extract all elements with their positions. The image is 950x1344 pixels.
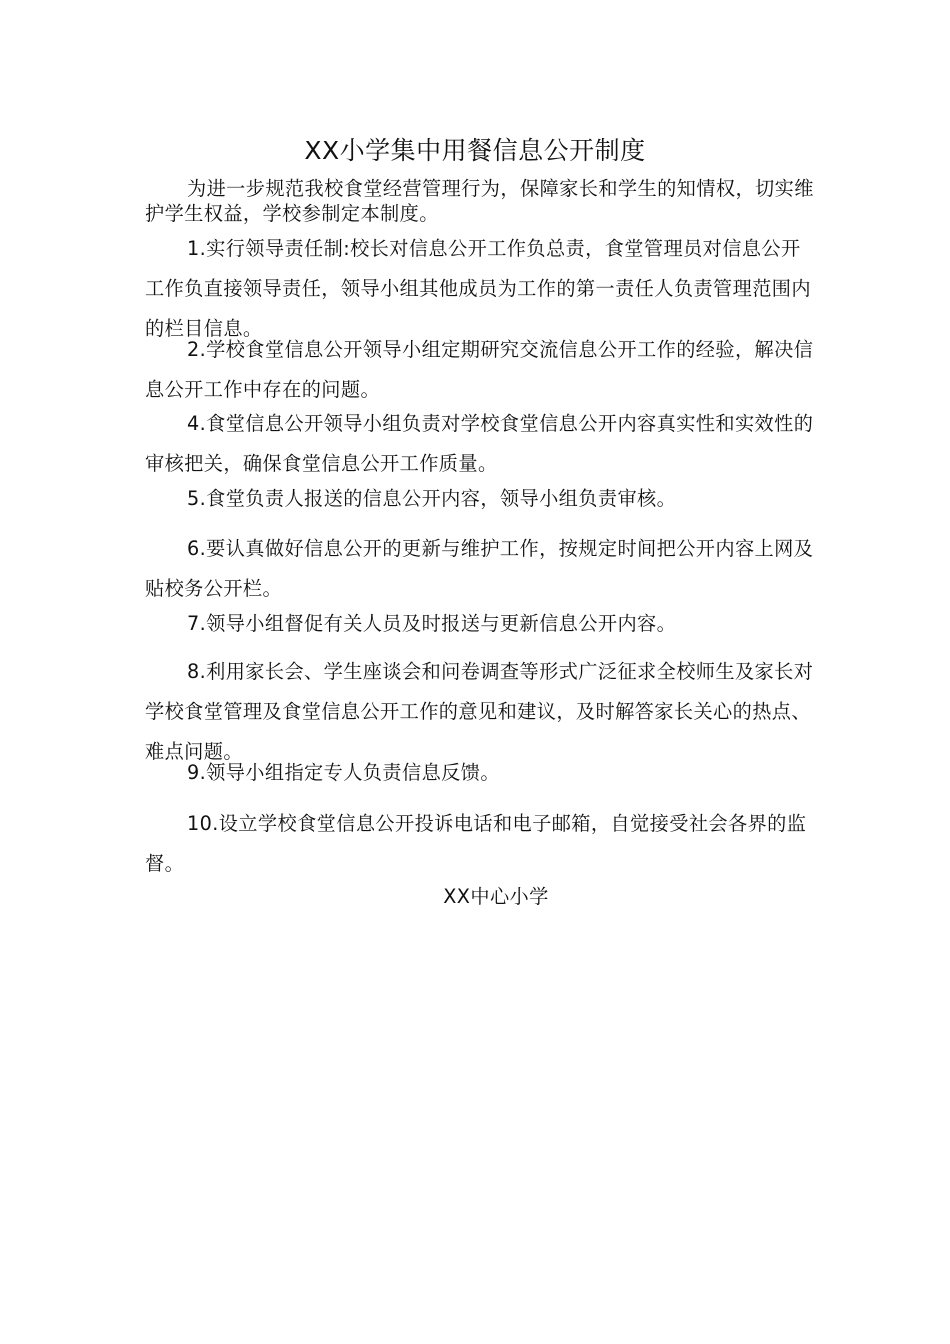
item-5-paragraph: 5.食堂负责人报送的信息公开内容，领导小组负责审核。 [187,487,677,510]
item-10-paragraph: 10.设立学校食堂信息公开投诉电话和电子邮箱，自觉接受社会各界的监督。 [145,812,807,875]
intro-paragraph: 为进一步规范我校食堂经营管理行为，保障家长和学生的知情权，切实维护学生权益，学校参制定本制度。 [145,177,814,225]
item-6-paragraph: 6.要认真做好信息公开的更新与维护工作，按规定时间把公开内容上网及贴校务公开栏。 [145,537,814,600]
document-title: XX小学集中用餐信息公开制度 [304,136,646,165]
item-9-paragraph: 9.领导小组指定专人负责信息反馈。 [187,761,500,784]
item-1-paragraph: 1.实行领导责任制:校长对信息公开工作负总责，食堂管理员对信息公开工作负直接领导责任，领导小组其他成员为工作的第一责任人负责管理范围内的栏目信息。 [145,237,811,340]
item-4-paragraph: 4.食堂信息公开领导小组负责对学校食堂信息公开内容真实性和实效性的审核把关，确保食堂信息公开工作质量。 [145,412,814,475]
item-8-paragraph: 8.利用家长会、学生座谈会和问卷调查等形式广泛征求全校师生及家长对学校食堂管理及食堂信息公开工作的意见和建议，及时解答家长关心的热点、难点问题。 [145,660,814,763]
item-7-paragraph: 7.领导小组督促有关人员及时报送与更新信息公开内容。 [187,612,677,635]
item-2-paragraph: 2.学校食堂信息公开领导小组定期研究交流信息公开工作的经验，解决信息公开工作中存在的问题。 [145,338,814,401]
signature-school-name: XX中心小学 [443,885,549,908]
